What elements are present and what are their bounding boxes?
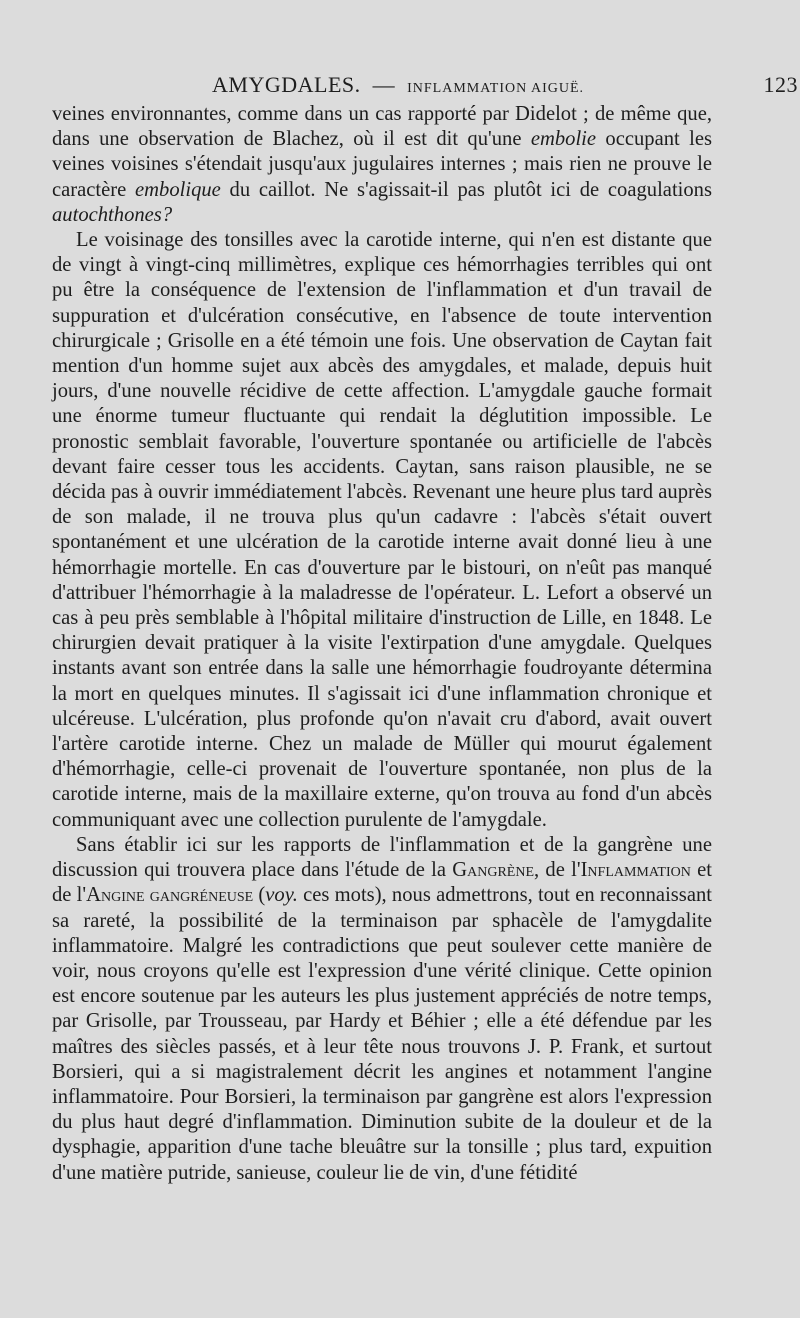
- running-header: [212, 72, 798, 98]
- italic-text: embolie: [530, 128, 597, 151]
- header-dash: —: [372, 72, 396, 97]
- header-title: AMYGDALES.: [212, 72, 361, 97]
- page-body: [52, 102, 712, 1186]
- paragraph-p3: [52, 833, 712, 1186]
- italic-text: autochthones?: [52, 203, 173, 226]
- italic-text: voy.: [265, 884, 298, 907]
- text-run: , de l': [534, 859, 581, 882]
- header-subtitle: INFLAMMATION AIGUË.: [407, 81, 585, 96]
- text-run: veines environnantes, comme dans un cas rapporté par Didelot ; de même que, dans une observation de Blachez, où il est dit qu'une: [52, 103, 712, 151]
- paragraph-p2: [52, 228, 712, 833]
- small-caps-text: Gangrène: [452, 859, 535, 882]
- text-run: et de l': [52, 859, 712, 907]
- text-run: ces mots), nous admettrons, tout en reconnaissant sa rareté, la possibilité de la terminaison par sphacèle de l'amygdalite inflammatoire. Malgré les contradictions que peut soulever cette manière de voir, nous croyons qu'elle est l'expression d'une vérité clinique. Cette opinion est encore soutenue par les auteurs les plus justement appréciés de notre temps, par Grisolle, par Trousseau, par Hardy et Béhier ; elle a été défendue par les maîtres des siècles passés, et à leur tête nous trouvons J. P. Frank, et surtout Borsieri, qui a si magistralement décrit les angines et notamment l'angine inflammatoire. Pour Borsieri, la terminaison par gangrène est alors l'expression du plus haut degré d'inflammation. Diminution subite de la douleur et de la dysphagie, apparition d'une tache bleuâtre sur la tonsille ; plus tard, expuition d'une matière putride, sanieuse, couleur lie de vin, d'une fétidité: [52, 884, 712, 1184]
- text-run: occupant les veines voisines s'étendait jusqu'aux jugulaires internes ; mais rien ne prouve le caractère: [52, 128, 712, 201]
- small-caps-text: Inflammation: [580, 859, 691, 882]
- text-run: Sans établir ici sur les rapports de l'inflammation et de la gangrène une discussion qui trouvera place dans l'étude de la: [52, 833, 712, 882]
- text-run: (: [253, 884, 266, 907]
- paragraph-p1: [52, 102, 712, 228]
- italic-text: embolique: [135, 178, 221, 201]
- small-caps-text: Angine gangréneuse: [86, 884, 254, 907]
- page-number: 123: [763, 72, 798, 97]
- text-run: du caillot. Ne s'agissait-il pas plutôt ici de coagulations: [220, 178, 712, 201]
- text-run: Le voisinage des tonsilles avec la carotide interne, qui n'en est distante que de vingt à vingt-cinq millimètres, explique ces hémorrhagies terribles qui ont pu être la conséquence de l'extension de l'inflammation et d'un travail de suppuration et d'ulcération consécutive, en l'absence de toute intervention chirurgicale ; Grisolle en a été témoin une fois. Une observation de Caytan fait mention d'un homme sujet aux abcès des amygdales, et malade, depuis huit jours, d'une nouvelle récidive de cette affection. L'amygdale gauche formait une énorme tumeur fluctuante qui rendait la déglutition impossible. Le pronostic semblait favorable, l'ouverture spontanée ou artificielle de l'abcès devant faire cesser tous les accidents. Caytan, sans raison plausible, ne se décida pas à ouvrir immédiatement l'abcès. Revenant une heure plus tard auprès de son malade, il ne trouva plus qu'un cadavre : l'abcès s'était ouvert spontanément et une ulcération de la carotide interne avait donné lieu à une hémorrhagie mortelle. En cas d'ouverture par le bistouri, on n'eût pas manqué d'attribuer l'hémorrhagie à la maladresse de l'opérateur. L. Lefort a observé un cas à peu près semblable à l'hôpital militaire d'instruction de Lille, en 1848. Le chirurgien devait pratiquer à la visite l'extirpation d'une amygdale. Quelques instants avant son entrée dans la salle une hémorrhagie foudroyante détermina la mort en quelques minutes. Il s'agissait ici d'une inflammation chronique et ulcéreuse. L'ulcération, plus profonde qu'on n'avait cru d'abord, avait ouvert l'artère carotide interne. Chez un malade de Müller qui mourut également d'hémorrhagie, celle-ci provenait de l'ouverture spontanée, non plus de la carotide interne, mais de la maxillaire externe, qu'on trouva au fond d'un abcès communiquant avec une collection purulente de l'amygdale.: [52, 229, 712, 831]
